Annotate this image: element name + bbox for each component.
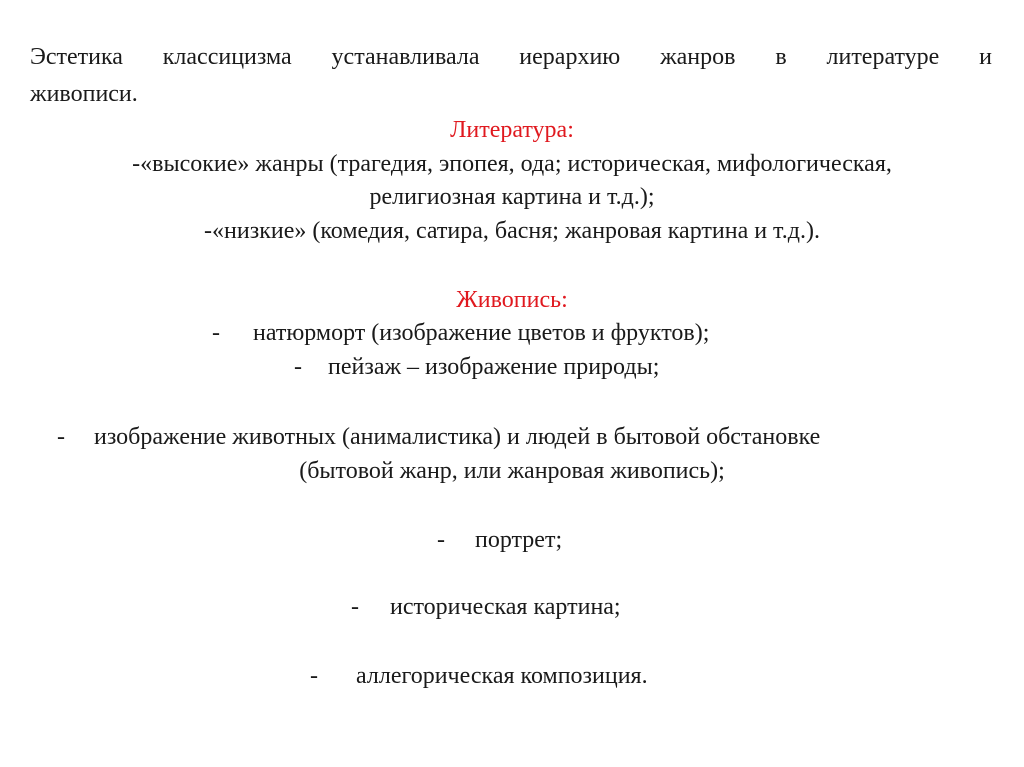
painting-item-historical — [351, 593, 691, 621]
list-dash: - — [310, 663, 318, 689]
painting-item-text: изображение животных (анималистика) и людей в бытовой обстановке — [94, 424, 821, 450]
painting-item-genre-scenes — [57, 423, 977, 451]
literature-high-genres-line-1: -«высокие» жанры (трагедия, эпопея, ода; историческая, мифологическая, — [132, 151, 892, 177]
literature-low-genres: -«низкие» (комедия, сатира, басня; жанровая картина и т.д.). — [204, 218, 820, 244]
painting-item-text: натюрморт (изображение цветов и фруктов); — [253, 320, 710, 346]
painting-item-text: пейзаж – изображение природы; — [328, 354, 660, 380]
intro-text-line-2: живописи. — [30, 81, 138, 107]
painting-item-text: историческая картина; — [390, 594, 621, 620]
painting-item-genre-scenes-continuation: (бытовой жанр, или жанровая живопись); — [299, 458, 725, 484]
list-dash: - — [212, 320, 220, 346]
painting-heading: Живопись: — [456, 287, 568, 313]
intro-text-line-1: Эстетика классицизма устанавливала иерархию жанров в литературе и — [30, 44, 992, 70]
list-dash: - — [351, 594, 359, 620]
list-dash: - — [294, 354, 302, 380]
painting-item-landscape — [294, 353, 794, 381]
painting-item-text: портрет; — [475, 527, 563, 553]
list-dash: - — [57, 424, 65, 450]
list-dash: - — [437, 527, 445, 553]
painting-item-allegorical — [310, 662, 730, 690]
painting-item-portrait — [437, 526, 637, 554]
painting-item-text: аллегорическая композиция. — [356, 663, 648, 689]
literature-high-genres-line-2: религиозная картина и т.д.); — [369, 184, 655, 210]
painting-item-still-life — [212, 319, 812, 347]
literature-heading: Литература: — [450, 117, 574, 143]
